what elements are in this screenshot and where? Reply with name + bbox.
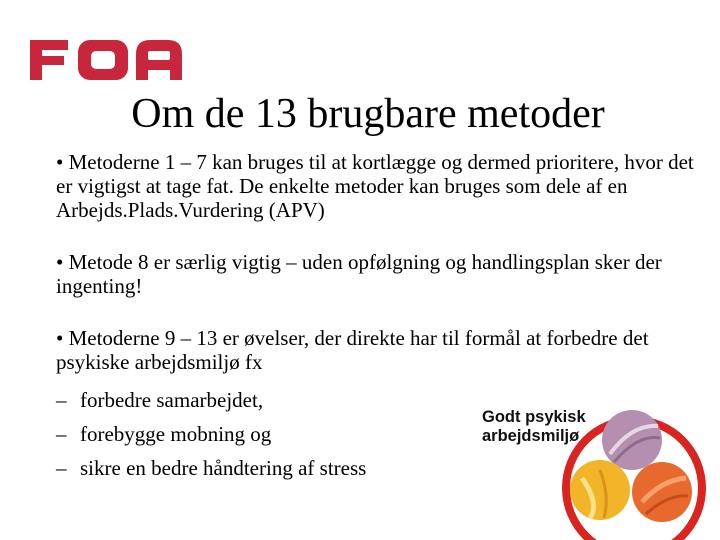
arbejdsmiljo-badge	[482, 404, 718, 540]
badge-text	[482, 408, 586, 446]
foa-logo	[28, 34, 184, 84]
slide-title: Om de 13 brugbare metoder	[131, 91, 605, 137]
badge-line-1: Godt psykisk	[482, 408, 586, 426]
sub-item: – forebygge mobning og	[56, 422, 272, 446]
sub-item: – sikre en bedre håndtering af stress	[56, 456, 367, 480]
bullet-1: • Metoderne 1 – 7 kan bruges til at kortlægge og dermed prioritere, hvor det er vigtigst at tage fat. De enkelte metoder kan bruges som dele af en Arbejds.Plads.Vurdering (APV)	[56, 150, 694, 222]
badge-purple-circle	[602, 410, 662, 470]
foa-logo-graphic	[28, 34, 184, 84]
badge-line-2: arbejdsmiljø	[482, 427, 580, 445]
logo-letter-f	[30, 40, 68, 80]
badge-yellow-circle	[570, 460, 630, 520]
sub-item: – forbedre samarbejdet,	[56, 388, 264, 412]
badge-orange-circle	[632, 462, 692, 522]
bullet-2: • Metode 8 er særlig vigtig – uden opfølgning og handlingsplan sker der ingenting!	[56, 250, 662, 298]
bullet-3: • Metoderne 9 – 13 er øvelser, der direkte har til formål at forbedre det psykiske arbejdsmiljø fx	[56, 326, 649, 374]
